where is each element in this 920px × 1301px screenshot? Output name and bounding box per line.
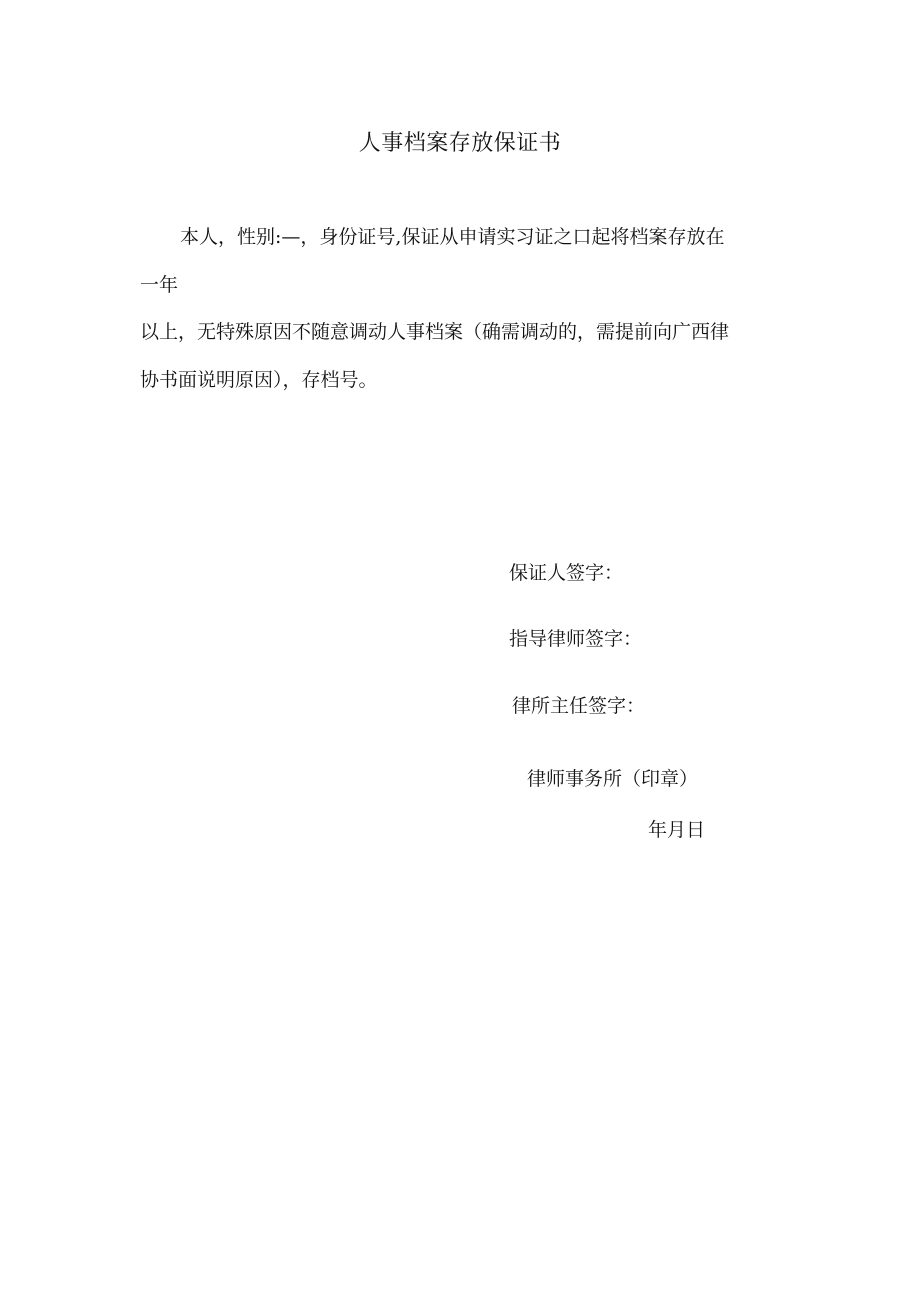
body-line-3: 以上，无特殊原因不随意调动人事档案（确需调动的，需提前向广西律 xyxy=(140,321,730,343)
firm-director-signature-label: 律所主任签字： xyxy=(512,695,646,717)
date-label: 年月日 xyxy=(648,819,706,841)
body-line-2: 一年 xyxy=(140,274,179,296)
supervising-lawyer-signature-label: 指导律师签字： xyxy=(509,628,643,650)
body-line-4: 协书面说明原因），存档号。 xyxy=(140,369,378,391)
body-line-1: 本人，性别:—，身份证号,保证从申请实习证之口起将档案存放在 xyxy=(180,226,725,248)
guarantor-signature-label: 保证人签字： xyxy=(509,562,624,584)
law-firm-seal-label: 律师事务所（印章） xyxy=(527,768,699,790)
document-title: 人事档案存放保证书 xyxy=(358,131,562,156)
